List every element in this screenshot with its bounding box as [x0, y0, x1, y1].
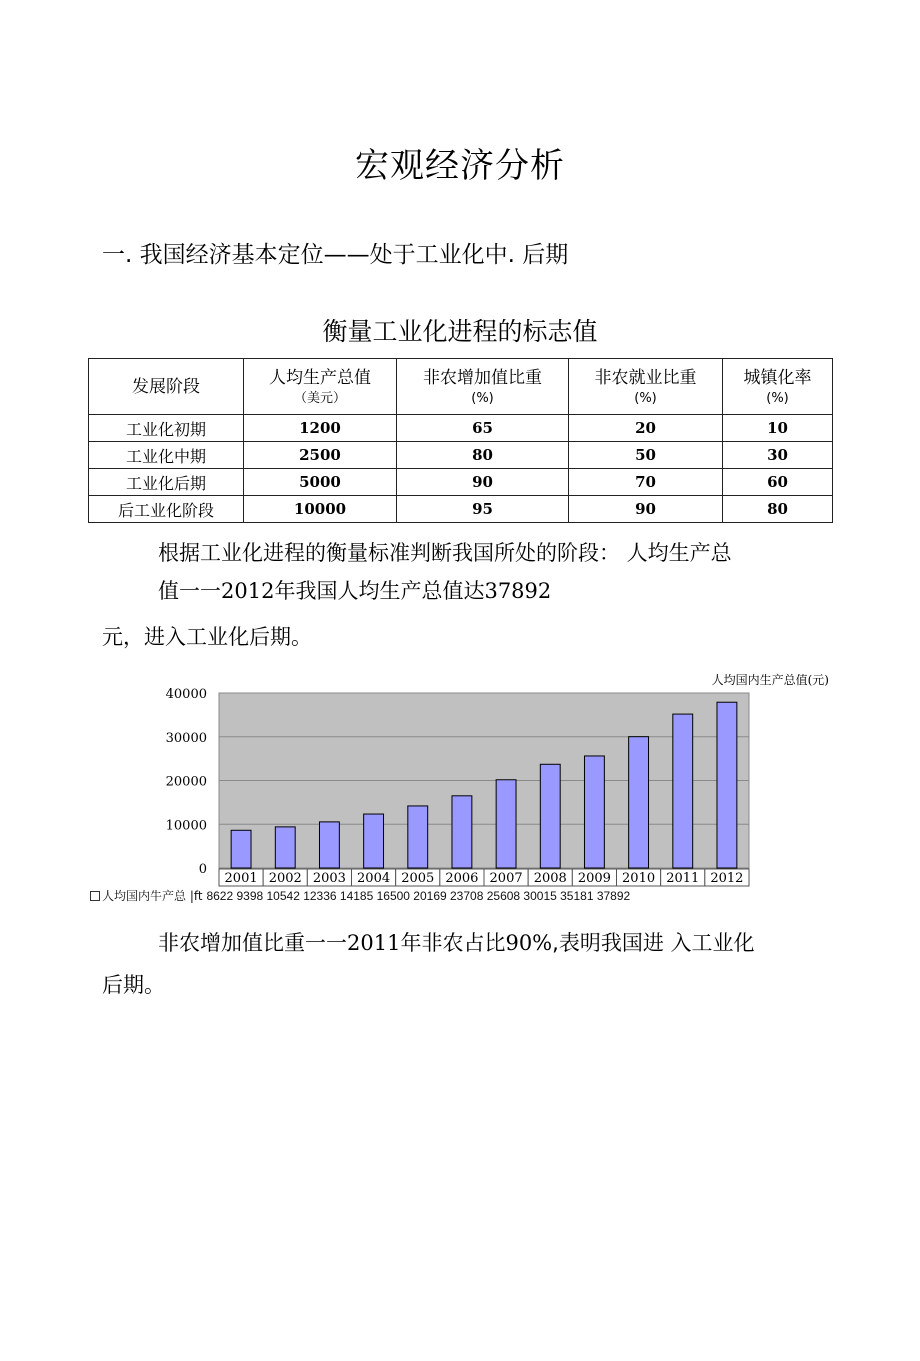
- table-cell: 80: [723, 496, 833, 523]
- section-heading: 一. 我国经济基本定位——处于工业化中. 后期: [102, 242, 569, 268]
- bar-2007: [496, 780, 516, 868]
- x-tick-label: 2004: [357, 871, 391, 886]
- bar-2002: [275, 827, 295, 868]
- header-stage: 发展阶段: [89, 359, 244, 415]
- x-tick-label: 2010: [622, 871, 656, 886]
- year-2011: 2011: [347, 931, 401, 955]
- table-cell: 50: [569, 442, 723, 469]
- bar-2010: [629, 737, 649, 868]
- y-tick-label: 30000: [165, 730, 207, 746]
- gdp-per-capita-bar-chart: [0, 660, 920, 892]
- bar-2001: [231, 830, 251, 868]
- paragraph-1-line-2: [158, 576, 551, 606]
- text-span: 年非农占比: [400, 931, 506, 955]
- nonfarm-share-value: 90%: [505, 931, 553, 955]
- legend-swatch: [90, 891, 100, 901]
- header-gdp-per-capita: 人均生产总值 （美元）: [244, 359, 397, 415]
- table-row: [89, 496, 833, 523]
- table-cell: 工业化初期: [89, 415, 244, 442]
- table-caption: 衡量工业化进程的标志值: [322, 317, 598, 346]
- table-cell: 5000: [244, 469, 397, 496]
- header-urbanization-rate: 城镇化率 (%): [723, 359, 833, 415]
- bar-2003: [319, 822, 339, 868]
- table-cell: 1200: [244, 415, 397, 442]
- table-cell: 10: [723, 415, 833, 442]
- year-2012: 2012: [221, 579, 275, 603]
- bar-2005: [408, 806, 428, 868]
- chart-legend-data-row: [90, 887, 630, 904]
- x-tick-label: 2011: [666, 871, 700, 886]
- paragraph-1-line-3: 元，进入工业化后期。: [102, 625, 312, 649]
- table-cell: 10000: [244, 496, 397, 523]
- bar-2012: [717, 702, 737, 868]
- table-cell: 65: [397, 415, 569, 442]
- x-tick-label: 2002: [268, 871, 302, 886]
- paragraph-1-line-1: 根据工业化进程的衡量标准判断我国所处的阶段： 人均生产总: [158, 541, 732, 565]
- x-tick-label: 2007: [489, 871, 523, 886]
- header-nonfarm-employment-share: 非农就业比重 (%): [569, 359, 723, 415]
- table-cell: 30: [723, 442, 833, 469]
- table-cell: 90: [569, 496, 723, 523]
- table-cell: 90: [397, 469, 569, 496]
- gdp-value: 37892: [484, 579, 552, 603]
- bar-2006: [452, 796, 472, 868]
- paragraph-2-line-2: 后期。: [102, 973, 165, 997]
- text-span: ,表明我国进 入工业化: [552, 931, 755, 955]
- bar-2009: [584, 756, 604, 868]
- x-tick-label: 2012: [710, 871, 744, 886]
- chart-title: 人均国内生产总值(元): [711, 673, 829, 687]
- table-cell: 工业化中期: [89, 442, 244, 469]
- table-row: [89, 442, 833, 469]
- table-header-row: [89, 359, 833, 415]
- y-axis-ticks: [166, 687, 207, 877]
- table-row: [89, 415, 833, 442]
- x-tick-label: 2008: [533, 871, 567, 886]
- x-tick-label: 2005: [401, 871, 435, 886]
- paragraph-2-line-1: [158, 928, 755, 958]
- x-tick-label: 2003: [312, 871, 346, 886]
- table-cell: 2500: [244, 442, 397, 469]
- text-span: 年我国人均生产总值达: [274, 579, 485, 603]
- document-title: 宏观经济分析: [355, 146, 565, 186]
- table-cell: 20: [569, 415, 723, 442]
- y-tick-label: 10000: [165, 818, 207, 834]
- x-axis-category-row: [219, 869, 749, 886]
- legend-label: 人均国内牛产总: [102, 889, 187, 903]
- industrialization-standards-table: [88, 358, 833, 523]
- x-tick-label: 2001: [224, 871, 258, 886]
- y-tick-label: 40000: [165, 687, 207, 702]
- table-cell: 60: [723, 469, 833, 496]
- y-tick-label: 20000: [165, 774, 207, 790]
- table-cell: 95: [397, 496, 569, 523]
- text-span: 非农增加值比重一一: [158, 931, 347, 955]
- x-tick-label: 2006: [445, 871, 479, 886]
- legend-separator: |ft: [189, 889, 203, 903]
- legend-values: 8622 9398 10542 12336 14185 16500 20169 23708 25608 30015 35181 37892: [206, 889, 631, 903]
- bar-2004: [364, 814, 384, 868]
- text-span: 值一一: [158, 579, 221, 603]
- x-tick-label: 2009: [577, 871, 611, 886]
- table-cell: 工业化后期: [89, 469, 244, 496]
- table-cell: 80: [397, 442, 569, 469]
- y-tick-label: 0: [198, 862, 207, 877]
- table-cell: 后工业化阶段: [89, 496, 244, 523]
- bar-2011: [673, 714, 693, 868]
- header-nonfarm-value-share: 非农增加值比重 (%): [397, 359, 569, 415]
- bar-2008: [540, 764, 560, 868]
- table-row: [89, 469, 833, 496]
- table-cell: 70: [569, 469, 723, 496]
